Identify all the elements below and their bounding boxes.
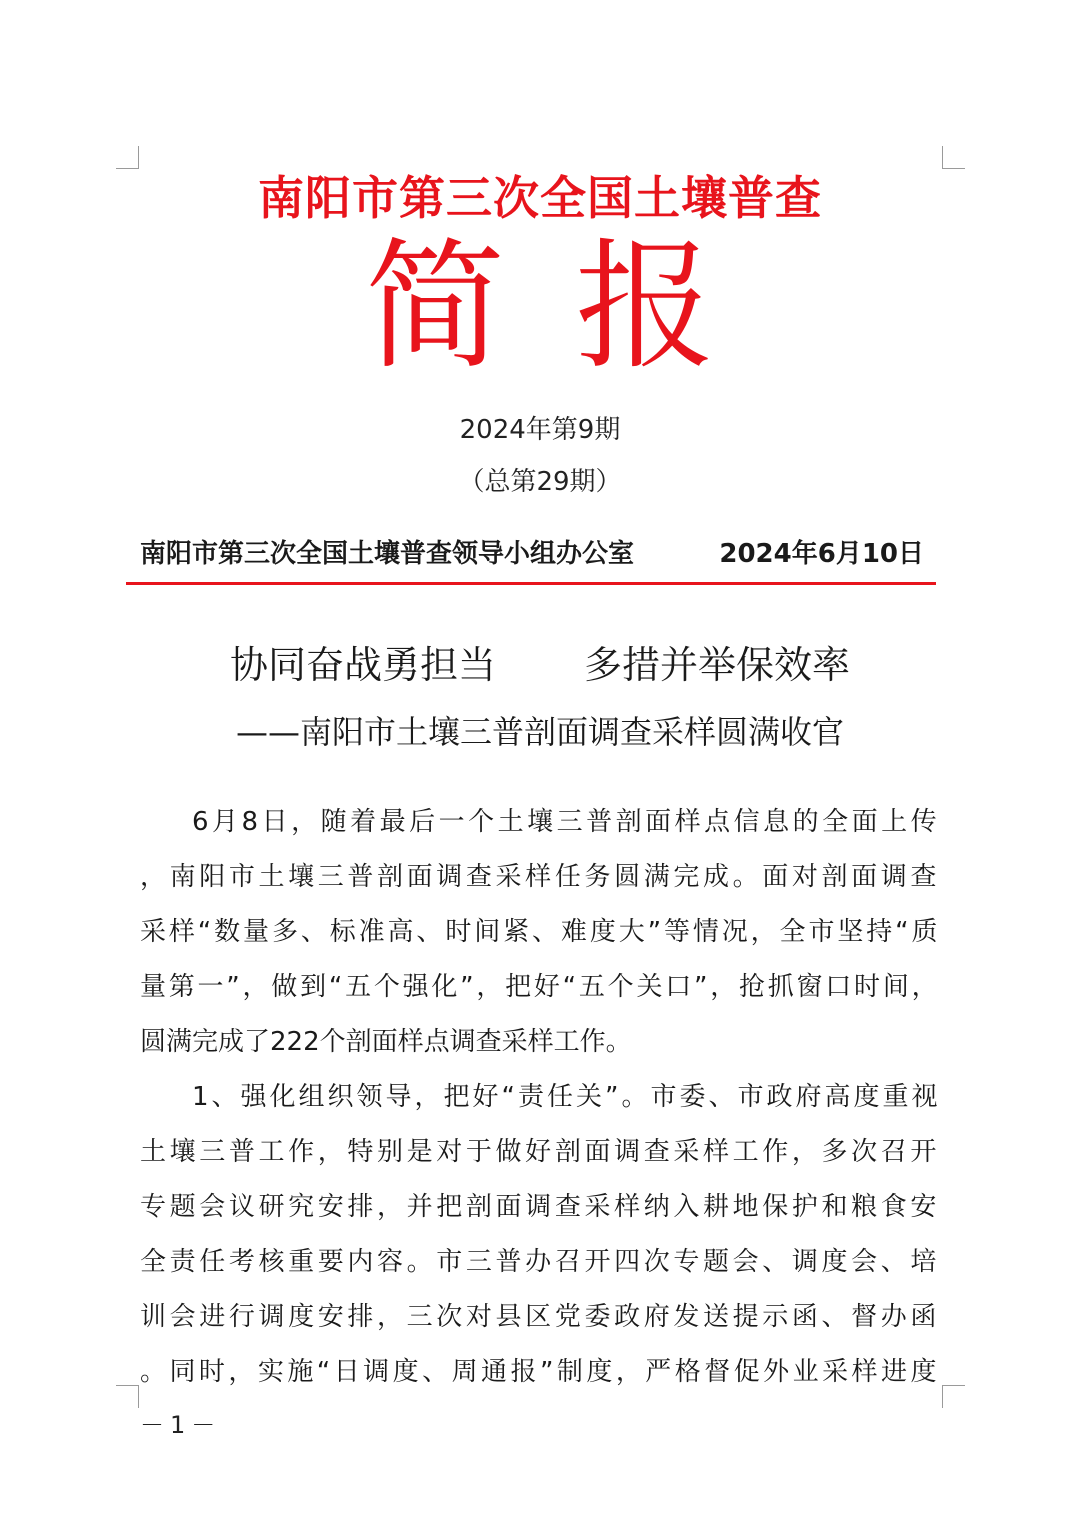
page-number: －1－ [140, 1411, 222, 1439]
article-title-part-1: 协同奋战勇担当 [229, 643, 496, 687]
body-line: 土壤三普工作，特别是对于做好剖面调查采样工作，多次召开 [140, 1137, 941, 1167]
body-line: 采样“数量多、标准高、时间紧、难度大”等情况，全市坚持“质 [140, 917, 941, 947]
issue-number: 2024年第9期 [459, 415, 621, 445]
body-line: ，南阳市土壤三普剖面调查采样任务圆满完成。面对剖面调查 [140, 862, 941, 892]
body-line: 圆满完成了222个剖面样点调查采样工作。 [140, 1027, 632, 1057]
body-line: 。同时，实施“日调度、周通报”制度，严格督促外业采样进度 [140, 1357, 940, 1387]
total-issue-number: （总第29期） [458, 467, 622, 497]
body-line: 全责任考核重要内容。市三普办召开四次专题会、调度会、培 [140, 1247, 941, 1277]
red-divider [126, 582, 936, 585]
crop-mark-bottom-left [116, 1385, 139, 1408]
article-body [140, 795, 940, 1400]
article-title [0, 638, 1080, 692]
body-line: 6月8日，随着最后一个土壤三普剖面样点信息的全面上传 [192, 807, 941, 837]
masthead: 南阳市第三次全国土壤普查 [258, 171, 822, 225]
body-line: 专题会议研究安排，并把剖面调查采样纳入耕地保护和粮食安 [140, 1192, 941, 1222]
bulletin-title-char-1: 简 [365, 226, 506, 389]
issuing-office: 南阳市第三次全国土壤普查领导小组办公室 [140, 539, 635, 569]
crop-mark-top-right [942, 146, 965, 169]
body-line: 训会进行调度安排，三次对县区党委政府发送提示函、督办函 [140, 1302, 941, 1332]
bulletin-title-char-2: 报 [575, 226, 716, 389]
crop-mark-bottom-right [942, 1385, 965, 1408]
body-line: 量第一”，做到“五个强化”，把好“五个关口”，抢抓窗口时间， [140, 972, 941, 1002]
article-title-part-2: 多措并举保效率 [584, 643, 851, 687]
issue-date: 2024年6月10日 [719, 539, 924, 569]
article-subtitle: ——南阳市土壤三普剖面调查采样圆满收官 [235, 713, 844, 751]
body-line: 1、强化组织领导，把好“责任关”。市委、市政府高度重视 [192, 1082, 941, 1112]
bulletin-title [0, 228, 1080, 388]
crop-mark-top-left [116, 146, 139, 169]
issuer-row [140, 534, 940, 574]
